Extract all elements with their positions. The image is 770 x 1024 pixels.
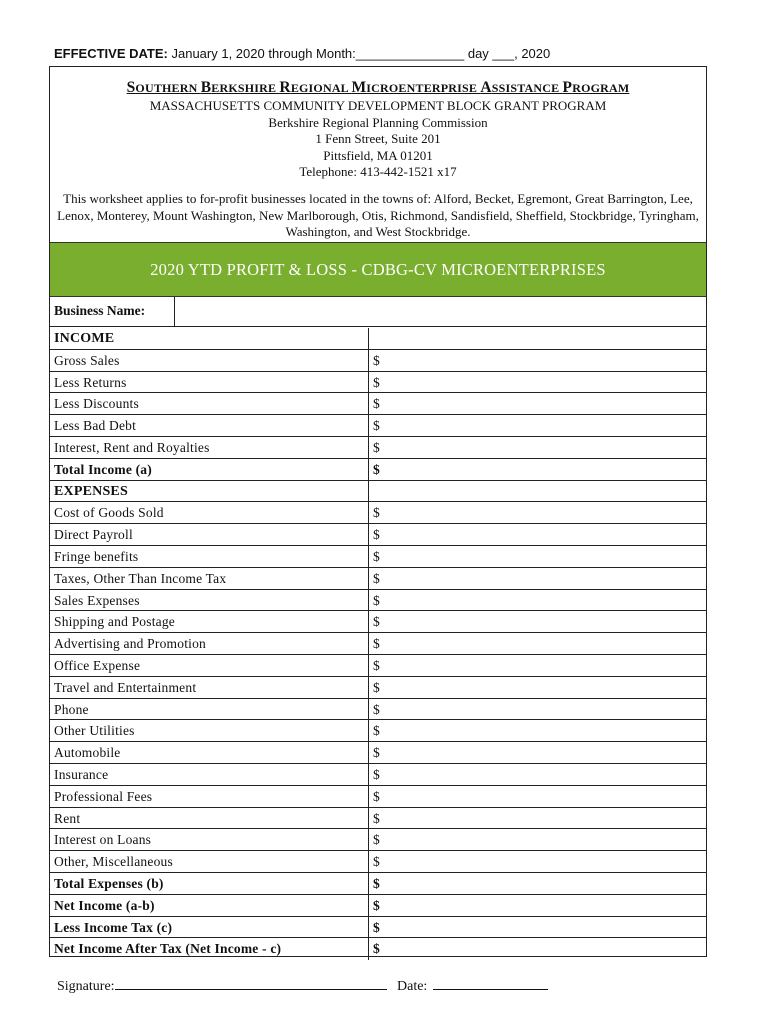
amount-cell[interactable]	[368, 437, 706, 458]
amount-cell[interactable]	[368, 655, 706, 676]
row-label: Less Income Tax (c)	[54, 919, 173, 935]
amount-cell[interactable]	[368, 742, 706, 763]
profit-loss-table	[50, 328, 706, 960]
table-section-row	[50, 328, 706, 350]
currency-symbol: $	[373, 527, 380, 543]
row-label: Rent	[54, 810, 81, 826]
row-label: Insurance	[54, 766, 109, 782]
amount-cell[interactable]	[368, 720, 706, 741]
currency-symbol: $	[373, 679, 380, 695]
currency-symbol: $	[373, 745, 380, 761]
header-line-city: Pittsfield, MA 01201	[323, 147, 433, 163]
currency-symbol: $	[373, 657, 380, 673]
currency-symbol: $	[373, 505, 380, 521]
amount-cell[interactable]	[368, 851, 706, 872]
row-label: Office Expense	[54, 657, 141, 673]
program-title-initial: R	[279, 79, 291, 96]
table-row	[50, 873, 706, 895]
amount-cell[interactable]	[368, 611, 706, 632]
amount-cell[interactable]	[368, 350, 706, 371]
amount-cell[interactable]	[368, 699, 706, 720]
row-label: Interest on Loans	[54, 832, 152, 848]
program-title-rest: OUTHERN	[135, 81, 201, 95]
currency-symbol: $	[373, 701, 380, 717]
header-line-street: 1 Fenn Street, Suite 201	[315, 131, 441, 146]
currency-symbol: $	[373, 919, 380, 935]
amount-cell[interactable]	[368, 568, 706, 589]
currency-symbol: $	[373, 941, 380, 957]
row-label: Direct Payroll	[54, 527, 133, 543]
row-label: Total Income (a)	[54, 461, 152, 477]
amount-cell[interactable]	[368, 873, 706, 894]
program-title-initial: M	[351, 79, 367, 96]
currency-symbol: $	[373, 570, 380, 586]
program-title-initial: B	[200, 79, 212, 96]
signature-label: Signature:	[57, 979, 115, 994]
worksheet-frame	[49, 66, 707, 957]
table-row	[50, 742, 706, 764]
table-row	[50, 895, 706, 917]
currency-symbol: $	[373, 352, 380, 368]
row-label: Professional Fees	[54, 788, 153, 804]
table-row	[50, 764, 706, 786]
amount-cell[interactable]	[368, 808, 706, 829]
row-label: Travel and Entertainment	[54, 679, 197, 695]
currency-symbol: $	[373, 418, 380, 434]
row-label: Less Returns	[54, 374, 127, 390]
row-label: Net Income (a-b)	[54, 897, 155, 913]
table-row	[50, 655, 706, 677]
amount-cell[interactable]	[368, 546, 706, 567]
amount-cell[interactable]	[368, 459, 706, 480]
table-row	[50, 677, 706, 699]
header-line-grant: MASSACHUSETTS COMMUNITY DEVELOPMENT BLOCK GRANT PROGRAM	[149, 98, 607, 113]
program-title-initial: A	[480, 79, 492, 96]
eligibility-blurb: This worksheet applies to for-profit businesses located in the towns of: Alford, Becket, Egremont, Great Barrington, Lee, Lenox, Monterey, Mount Washington, New Marlborough, Otis, Richmond, Sandisfield, Sheffield, Stockbridge, Tyringham, Washington, and West Stockbridge.	[57, 191, 699, 239]
currency-symbol: $	[373, 897, 380, 913]
table-row	[50, 611, 706, 633]
table-row	[50, 720, 706, 742]
row-label: INCOME	[54, 331, 115, 346]
currency-symbol: $	[373, 810, 380, 826]
business-name-label: Business Name:	[54, 303, 146, 318]
program-header	[50, 67, 706, 181]
amount-cell	[368, 481, 706, 502]
program-title-rest: SSISTANCE	[491, 81, 563, 95]
currency-symbol: $	[373, 788, 380, 804]
currency-symbol: $	[373, 614, 380, 630]
currency-symbol: $	[373, 439, 380, 455]
amount-cell[interactable]	[368, 393, 706, 414]
row-label: Taxes, Other Than Income Tax	[54, 570, 227, 586]
row-label: Automobile	[54, 745, 121, 761]
table-row	[50, 917, 706, 939]
table-row	[50, 459, 706, 481]
date-line	[397, 977, 548, 995]
currency-symbol: $	[373, 396, 380, 412]
currency-symbol: $	[373, 766, 380, 782]
table-row	[50, 851, 706, 873]
signature-field[interactable]	[115, 977, 387, 990]
row-label: Less Bad Debt	[54, 418, 137, 434]
amount-cell[interactable]	[368, 372, 706, 393]
row-label: Less Discounts	[54, 396, 139, 412]
row-label: Other, Miscellaneous	[54, 854, 173, 870]
amount-cell[interactable]	[368, 786, 706, 807]
row-label: Sales Expenses	[54, 592, 140, 608]
table-row	[50, 350, 706, 372]
table-row	[50, 546, 706, 568]
table-row	[50, 938, 706, 960]
table-row	[50, 808, 706, 830]
amount-cell[interactable]	[368, 917, 706, 938]
header-line-telephone: Telephone: 413-442-1521 x17	[299, 164, 457, 179]
row-label: Gross Sales	[54, 352, 120, 368]
amount-cell	[368, 328, 706, 349]
currency-symbol: $	[373, 832, 380, 848]
table-row	[50, 437, 706, 459]
table-row	[50, 372, 706, 394]
program-title-initial: S	[126, 79, 136, 96]
row-label: Advertising and Promotion	[54, 636, 206, 652]
date-label: Date:	[397, 979, 428, 994]
amount-cell[interactable]	[368, 677, 706, 698]
table-section-row	[50, 481, 706, 503]
amount-cell[interactable]	[368, 938, 706, 960]
row-label: Cost of Goods Sold	[54, 505, 164, 521]
header-line-commission: Berkshire Regional Planning Commission	[268, 114, 488, 130]
table-row	[50, 699, 706, 721]
program-title-rest: ROGRAM	[572, 81, 630, 95]
currency-symbol: $	[373, 875, 380, 891]
row-label: EXPENSES	[54, 483, 128, 499]
effective-date-label: EFFECTIVE DATE:	[54, 46, 168, 61]
row-label: Interest, Rent and Royalties	[54, 439, 210, 455]
amount-cell[interactable]	[368, 524, 706, 545]
business-name-field[interactable]	[174, 297, 706, 326]
amount-cell[interactable]	[368, 764, 706, 785]
program-title-rest: ERKSHIRE	[211, 81, 280, 95]
currency-symbol: $	[373, 548, 380, 564]
row-label: Fringe benefits	[54, 548, 139, 564]
business-name-row	[50, 297, 706, 327]
table-row	[50, 568, 706, 590]
row-label: Phone	[54, 701, 89, 717]
row-label: Other Utilities	[54, 723, 135, 739]
worksheet-banner: 2020 YTD PROFIT & LOSS - CDBG-CV MICROENTERPRISES	[50, 242, 706, 297]
table-row	[50, 633, 706, 655]
table-row	[50, 786, 706, 808]
row-label: Shipping and Postage	[54, 614, 175, 630]
effective-date-text: January 1, 2020 through Month:_______________ day ___, 2020	[167, 46, 551, 61]
amount-cell[interactable]	[368, 415, 706, 436]
amount-cell[interactable]	[368, 590, 706, 611]
row-label: Net Income After Tax (Net Income - c)	[54, 941, 282, 957]
currency-symbol: $	[373, 723, 380, 739]
currency-symbol: $	[373, 592, 380, 608]
currency-symbol: $	[373, 854, 380, 870]
amount-cell[interactable]	[368, 829, 706, 850]
table-row	[50, 502, 706, 524]
currency-symbol: $	[373, 636, 380, 652]
date-field[interactable]	[433, 977, 548, 990]
table-row	[50, 590, 706, 612]
program-title	[50, 79, 706, 97]
signature-line	[57, 977, 387, 995]
table-row	[50, 393, 706, 415]
amount-cell[interactable]	[368, 633, 706, 654]
table-row	[50, 829, 706, 851]
currency-symbol: $	[373, 374, 380, 390]
program-title-initial: P	[562, 79, 573, 96]
currency-symbol: $	[373, 461, 380, 477]
row-label: Total Expenses (b)	[54, 875, 164, 891]
table-row	[50, 415, 706, 437]
amount-cell[interactable]	[368, 502, 706, 523]
table-row	[50, 524, 706, 546]
amount-cell[interactable]	[368, 895, 706, 916]
program-title-rest: ICROENTERPRISE	[366, 81, 481, 95]
effective-date-line	[54, 46, 550, 61]
program-title-rest: EGIONAL	[290, 81, 352, 95]
